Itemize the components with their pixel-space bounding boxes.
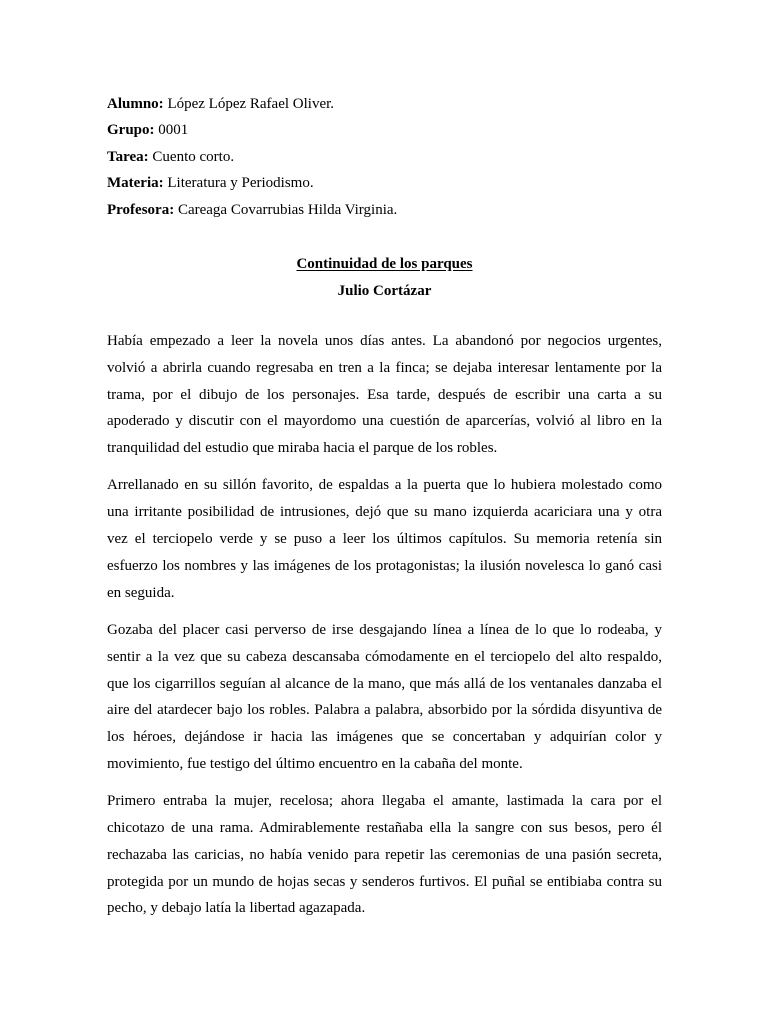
group-value: 0001 <box>154 122 189 139</box>
text-line: movimiento, fue testigo del último encuentro en la cabaña del monte. <box>107 755 523 772</box>
story-title: Continuidad de los parques <box>296 256 473 272</box>
text-line: que los cigarrillos seguían al alcance de la mano, que más allá de los ventanales danzaba el <box>107 675 662 692</box>
paragraph-1 <box>107 328 662 462</box>
teacher-label: Profesora: <box>107 201 175 218</box>
text-line: protegida por un mundo de hojas secas y senderos furtivos. El puñal se entibiaba contra su <box>107 873 662 890</box>
paragraph-2 <box>107 472 662 606</box>
student-line <box>107 91 667 117</box>
task-line <box>107 144 667 170</box>
teacher-line <box>107 197 667 223</box>
group-label: Grupo: <box>107 122 155 139</box>
text-line: rechazaba las caricias, no había venido para repetir las ceremonias de una pasión secreta, <box>107 846 662 863</box>
group-line <box>107 117 667 143</box>
text-line: pecho, y debajo latía la libertad agazapada. <box>107 900 366 917</box>
student-value: López López Rafael Oliver. <box>163 96 335 112</box>
student-label: Alumno: <box>107 96 164 112</box>
text-line: en seguida. <box>107 584 175 601</box>
text-line: Arrellanado en su sillón favorito, de espaldas a la puerta que lo hubiera molestado como <box>107 477 662 494</box>
text-line: vez el terciopelo verde y se puso a leer los últimos capítulos. Su memoria retenía sin <box>107 531 662 548</box>
subject-value: Literatura y Periodismo. <box>163 175 314 192</box>
subject-line <box>107 170 667 196</box>
teacher-value: Careaga Covarrubias Hilda Virginia. <box>174 201 398 218</box>
text-line: sentir a la vez que su cabeza descansaba cómodamente en el terciopelo del alto respaldo, <box>107 648 662 665</box>
task-value: Cuento corto. <box>148 148 235 165</box>
story-title-block <box>107 251 662 304</box>
text-line: esfuerzo los nombres y las imágenes de los protagonistas; la ilusión novelesca lo ganó casi <box>107 557 662 574</box>
text-line: una irritante posibilidad de intrusiones, dejó que su mano izquierda acariciara una y otra <box>107 504 662 521</box>
text-line: volvió a abrirla cuando regresaba en tren a la finca; se dejaba interesar lentamente por la <box>107 359 662 376</box>
paragraph-4 <box>107 788 662 922</box>
text-line: Había empezado a leer la novela unos días antes. La abandonó por negocios urgentes, <box>107 333 662 349</box>
story-author: Julio Cortázar <box>337 282 432 299</box>
story-body <box>107 328 662 933</box>
task-label: Tarea: <box>107 148 149 165</box>
subject-label: Materia: <box>107 175 164 192</box>
text-line: Gozaba del placer casi perverso de irse desgajando línea a línea de lo que lo rodeaba, y <box>107 621 662 638</box>
paragraph-3 <box>107 617 662 778</box>
text-line: los héroes, dejándose ir hacia las imágenes que se concertaban y adquirían color y <box>107 729 662 746</box>
text-line: tranquilidad del estudio que miraba hacia el parque de los robles. <box>107 440 498 457</box>
student-info-header <box>107 91 667 223</box>
text-line: chicotazo de una rama. Admirablemente restañaba ella la sangre con sus besos, pero él <box>107 820 662 837</box>
text-line: Primero entraba la mujer, recelosa; ahora llegaba el amante, lastimada la cara por el <box>107 793 662 810</box>
text-line: trama, por el dibujo de los personajes. Esa tarde, después de escribir una carta a su <box>107 386 662 403</box>
text-line: aire del atardecer bajo los robles. Palabra a palabra, absorbido por la sórdida disyuntiva de <box>107 702 662 719</box>
text-line: apoderado y discutir con el mayordomo una cuestión de aparcerías, volvió al libro en la <box>107 413 662 430</box>
